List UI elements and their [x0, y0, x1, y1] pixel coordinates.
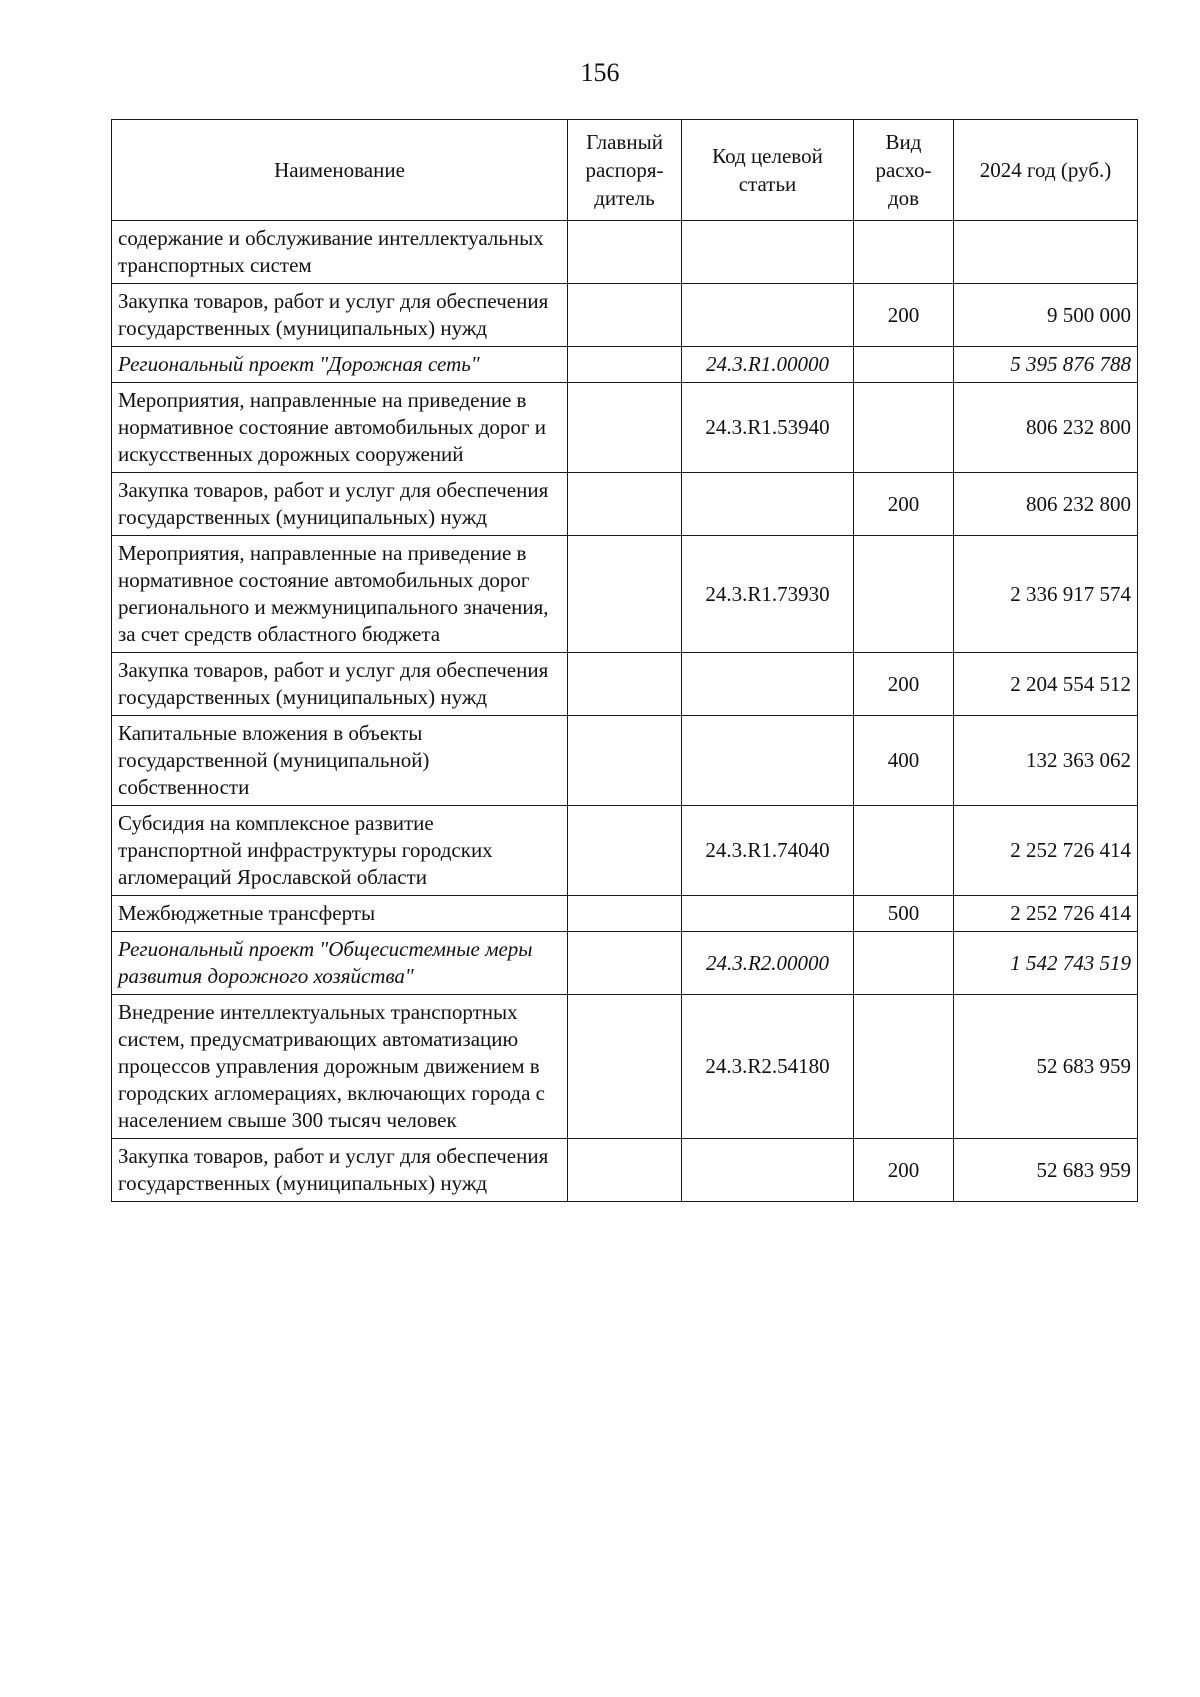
cell-expense-kind [854, 347, 954, 383]
cell-name: содержание и обслуживание интеллектуальных транспортных систем [112, 221, 568, 284]
table-row [112, 383, 1138, 473]
cell-target-code: 24.3.R1.53940 [682, 383, 854, 473]
cell-target-code [682, 221, 854, 284]
cell-chief-manager [568, 896, 682, 932]
cell-expense-kind [854, 995, 954, 1139]
table-row [112, 284, 1138, 347]
cell-target-code: 24.3.R2.54180 [682, 995, 854, 1139]
cell-target-code [682, 473, 854, 536]
cell-chief-manager [568, 932, 682, 995]
cell-expense-kind [854, 536, 954, 653]
cell-chief-manager [568, 221, 682, 284]
budget-table [111, 119, 1138, 1202]
cell-amount: 2 252 726 414 [954, 896, 1138, 932]
cell-name: Закупка товаров, работ и услуг для обеспечения государственных (муниципальных) нужд [112, 284, 568, 347]
cell-chief-manager [568, 473, 682, 536]
cell-name: Закупка товаров, работ и услуг для обеспечения государственных (муниципальных) нужд [112, 653, 568, 716]
cell-expense-kind: 200 [854, 284, 954, 347]
cell-amount: 9 500 000 [954, 284, 1138, 347]
table-row [112, 932, 1138, 995]
cell-amount: 2 252 726 414 [954, 806, 1138, 896]
cell-amount [954, 221, 1138, 284]
cell-expense-kind: 200 [854, 653, 954, 716]
table-body [112, 221, 1138, 1202]
cell-amount: 2 204 554 512 [954, 653, 1138, 716]
table-row [112, 536, 1138, 653]
table-row [112, 653, 1138, 716]
cell-target-code [682, 896, 854, 932]
header-expense-kind: Вид расхо-дов [854, 120, 954, 221]
cell-amount: 52 683 959 [954, 995, 1138, 1139]
cell-chief-manager [568, 536, 682, 653]
page-number: 156 [580, 58, 620, 87]
table-row [112, 1139, 1138, 1202]
cell-chief-manager [568, 653, 682, 716]
cell-expense-kind [854, 932, 954, 995]
cell-expense-kind [854, 383, 954, 473]
cell-chief-manager [568, 284, 682, 347]
cell-expense-kind: 500 [854, 896, 954, 932]
cell-target-code [682, 284, 854, 347]
cell-chief-manager [568, 716, 682, 806]
cell-name: Внедрение интеллектуальных транспортных систем, предусматривающих автоматизацию процессов управления дорожным движением в городских агломерациях, включающих города с населением свыше 300 тысяч человек [112, 995, 568, 1139]
header-amount-2024: 2024 год (руб.) [954, 120, 1138, 221]
cell-expense-kind: 200 [854, 473, 954, 536]
cell-name: Региональный проект "Дорожная сеть" [112, 347, 568, 383]
cell-amount: 806 232 800 [954, 473, 1138, 536]
cell-chief-manager [568, 383, 682, 473]
table-row [112, 995, 1138, 1139]
cell-chief-manager [568, 806, 682, 896]
cell-target-code: 24.3.R1.00000 [682, 347, 854, 383]
table-row [112, 806, 1138, 896]
table-row [112, 473, 1138, 536]
table-header-row [112, 120, 1138, 221]
cell-amount: 806 232 800 [954, 383, 1138, 473]
cell-name: Межбюджетные трансферты [112, 896, 568, 932]
cell-target-code: 24.3.R2.00000 [682, 932, 854, 995]
cell-expense-kind: 400 [854, 716, 954, 806]
table-row [112, 896, 1138, 932]
cell-expense-kind [854, 806, 954, 896]
cell-target-code [682, 716, 854, 806]
cell-expense-kind: 200 [854, 1139, 954, 1202]
cell-amount: 132 363 062 [954, 716, 1138, 806]
cell-amount: 5 395 876 788 [954, 347, 1138, 383]
cell-name: Мероприятия, направленные на приведение в нормативное состояние автомобильных дорог и искусственных дорожных сооружений [112, 383, 568, 473]
cell-target-code [682, 653, 854, 716]
table-row [112, 221, 1138, 284]
cell-name: Закупка товаров, работ и услуг для обеспечения государственных (муниципальных) нужд [112, 1139, 568, 1202]
cell-amount: 2 336 917 574 [954, 536, 1138, 653]
cell-chief-manager [568, 1139, 682, 1202]
cell-target-code [682, 1139, 854, 1202]
header-target-code: Код целевой статьи [682, 120, 854, 221]
table-row [112, 347, 1138, 383]
cell-name: Закупка товаров, работ и услуг для обеспечения государственных (муниципальных) нужд [112, 473, 568, 536]
cell-name: Региональный проект "Общесистемные меры развития дорожного хозяйства" [112, 932, 568, 995]
cell-name: Капитальные вложения в объекты государственной (муниципальной) собственности [112, 716, 568, 806]
cell-amount: 1 542 743 519 [954, 932, 1138, 995]
cell-chief-manager [568, 995, 682, 1139]
cell-expense-kind [854, 221, 954, 284]
table-row [112, 716, 1138, 806]
cell-target-code: 24.3.R1.73930 [682, 536, 854, 653]
cell-name: Мероприятия, направленные на приведение в нормативное состояние автомобильных дорог регионального и межмуниципального значения, за счет средств областного бюджета [112, 536, 568, 653]
cell-chief-manager [568, 347, 682, 383]
cell-target-code: 24.3.R1.74040 [682, 806, 854, 896]
header-chief-manager: Главный распоря-дитель [568, 120, 682, 221]
header-name: Наименование [112, 120, 568, 221]
cell-name: Субсидия на комплексное развитие транспортной инфраструктуры городских агломераций Ярославской области [112, 806, 568, 896]
cell-amount: 52 683 959 [954, 1139, 1138, 1202]
